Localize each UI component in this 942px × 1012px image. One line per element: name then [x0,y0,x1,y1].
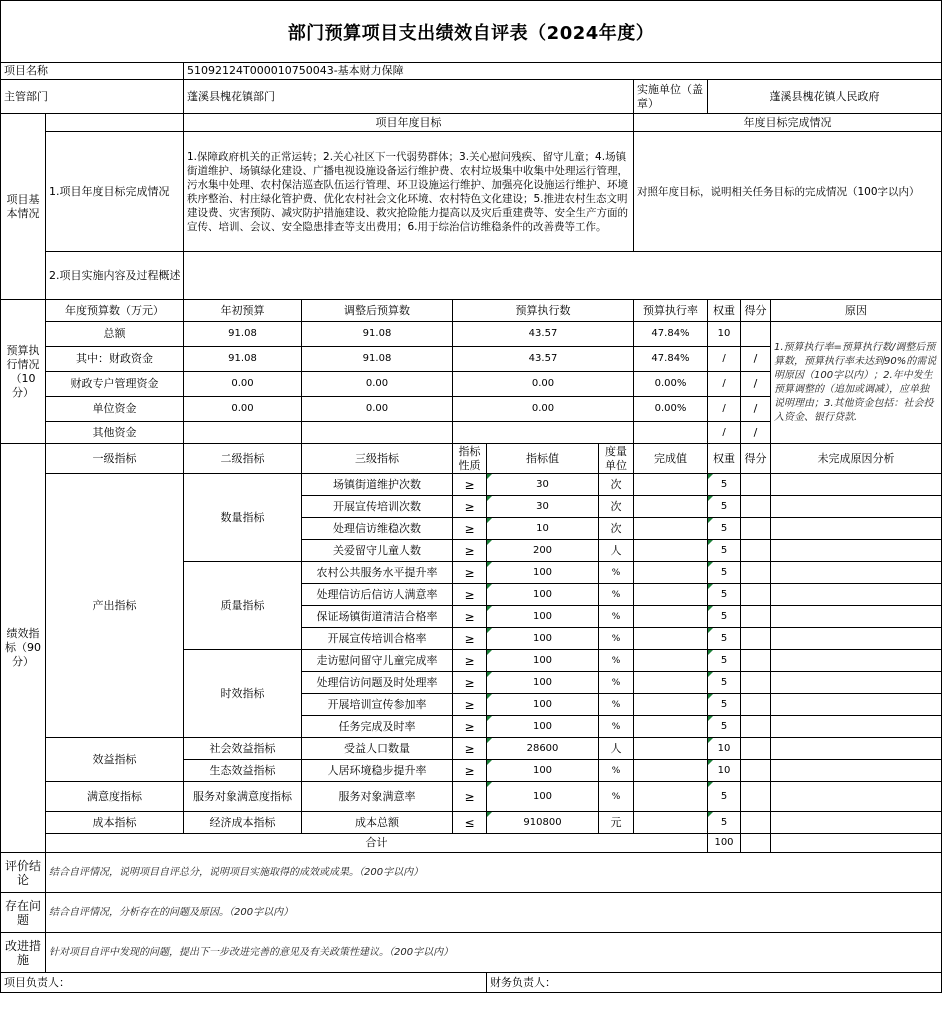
perf-header-level3: 三级指标 [302,444,453,474]
perf-header-nature: 指标性质 [453,444,487,474]
budget-row-weight: / [708,397,741,422]
indicator-value: 100 [487,650,599,672]
indicator-reason [771,540,942,562]
budget-row-score: / [741,397,771,422]
budget-row-score: / [741,372,771,397]
budget-row-adjusted: 0.00 [302,397,453,422]
indicator-operator: ≥ [453,518,487,540]
budget-row-name: 其他资金 [46,422,184,444]
budget-row-name: 其中：财政资金 [46,347,184,372]
indicator-weight: 5 [708,716,741,738]
level2-service-satisfaction: 服务对象满意度指标 [184,782,302,812]
indicator-score [741,672,771,694]
indicator-weight: 5 [708,606,741,628]
budget-section-label: 预算执行情况（10分） [0,300,46,444]
improve-label: 改进措施 [0,933,46,973]
indicator-unit: % [599,650,634,672]
indicator-unit: 元 [599,812,634,834]
budget-row-executed: 0.00 [453,372,634,397]
indicator-value: 200 [487,540,599,562]
indicator-completion [634,672,708,694]
indicator-score [741,812,771,834]
basic-section-label: 项目基本情况 [0,114,46,300]
indicator-unit: % [599,628,634,650]
level2-timeliness: 时效指标 [184,650,302,738]
budget-header-initial: 年初预算 [184,300,302,322]
budget-row-name: 总额 [46,322,184,347]
budget-row-weight: / [708,422,741,444]
budget-row-adjusted: 91.08 [302,322,453,347]
indicator-completion [634,694,708,716]
budget-row-initial: 0.00 [184,397,302,422]
indicator-unit: 人 [599,738,634,760]
budget-reason-note: 1.预算执行率=预算执行数/调整后预算数，预算执行率未达到90%的需说明原因（100字以内）；2.年中发生预算调整的（追加或调减），应单独说明理由；3.其他资金包括：社会投入资金、银行贷款. [771,322,942,444]
indicator-value: 28600 [487,738,599,760]
indicator-operator: ≥ [453,738,487,760]
row1-goal: 1.保障政府机关的正常运转；2.关心社区下一代弱势群体；3.关心慰问残疾、留守儿童；4.场镇街道维护、场镇绿化建设、广播电视设施设备运行维护费、农村垃圾集中收集中处理运行管理，污水集中处理、农村保洁巡查队伍运行管理、环卫设施运行维护、加强亮化设施运行维护、环境秩序整治、村庄绿化管护费、优化农村社会文化环境、农村特色文化建设；5.推进农村生态文明建设费、灾害预防、减灾防护措施建设、救灾抢险能力提高以及灾后重建费等、安全生产方面的宣传、培训、会议、安全隐患排查等支出费用；6.用于综治信访维稳条件的改善费等工作。 [184,132,634,252]
row1-label: 1.项目年度目标完成情况 [46,132,184,252]
indicator-completion [634,518,708,540]
indicator-name: 开展宣传培训次数 [302,496,453,518]
indicator-completion [634,782,708,812]
budget-row-initial [184,422,302,444]
indicator-name: 成本总额 [302,812,453,834]
level1-cost: 成本指标 [46,812,184,834]
budget-row-rate: 47.84% [634,322,708,347]
indicator-value: 100 [487,562,599,584]
indicator-unit: % [599,716,634,738]
indicator-score [741,518,771,540]
budget-row-executed: 43.57 [453,347,634,372]
budget-header-rate: 预算执行率 [634,300,708,322]
budget-header-name: 年度预算数（万元） [46,300,184,322]
budget-row-score [741,322,771,347]
row1-completion: 对照年度目标，说明相关任务目标的完成情况（100字以内） [634,132,942,252]
indicator-reason [771,650,942,672]
indicator-completion [634,760,708,782]
dept-label: 主管部门 [0,80,184,114]
indicator-weight: 5 [708,694,741,716]
indicator-reason [771,518,942,540]
indicator-value: 100 [487,694,599,716]
budget-row-adjusted: 91.08 [302,347,453,372]
indicator-operator: ≥ [453,606,487,628]
total-weight: 100 [708,834,741,853]
completion-header: 年度目标完成情况 [634,114,942,132]
row2-label: 2.项目实施内容及过程概述 [46,252,184,300]
indicator-completion [634,584,708,606]
budget-row-score: / [741,422,771,444]
level1-benefit: 效益指标 [46,738,184,782]
issues-text: 结合自评情况，分析存在的问题及原因。（200字以内） [46,893,942,933]
indicator-operator: ≥ [453,584,487,606]
indicator-completion [634,496,708,518]
indicator-reason [771,716,942,738]
budget-row-name: 财政专户管理资金 [46,372,184,397]
impl-unit-value: 蓬溪县槐花镇人民政府 [708,80,942,114]
indicator-score [741,782,771,812]
indicator-reason [771,782,942,812]
indicator-operator: ≥ [453,650,487,672]
indicator-operator: ≥ [453,496,487,518]
improve-text: 针对项目自评中发现的问题，提出下一步改进完善的意见及有关政策性建议。（200字以内） [46,933,942,973]
budget-row-initial: 0.00 [184,372,302,397]
indicator-value: 100 [487,628,599,650]
dept-value: 蓬溪县槐花镇部门 [184,80,634,114]
indicator-name: 开展宣传培训合格率 [302,628,453,650]
perf-header-completion: 完成值 [634,444,708,474]
indicator-weight: 5 [708,584,741,606]
indicator-completion [634,474,708,496]
indicator-unit: 次 [599,474,634,496]
budget-header-weight: 权重 [708,300,741,322]
budget-row-weight: / [708,372,741,397]
indicator-value: 100 [487,672,599,694]
indicator-reason [771,694,942,716]
budget-row-rate: 0.00% [634,372,708,397]
impl-unit-label: 实施单位（盖章） [634,80,708,114]
perf-header-value: 指标值 [487,444,599,474]
indicator-operator: ≥ [453,562,487,584]
indicator-name: 任务完成及时率 [302,716,453,738]
indicator-value: 100 [487,716,599,738]
indicator-weight: 5 [708,518,741,540]
indicator-reason [771,474,942,496]
indicator-name: 处理信访维稳次数 [302,518,453,540]
project-name-value: 51092124T000010750043-基本财力保障 [184,62,942,80]
budget-row-name: 单位资金 [46,397,184,422]
indicator-operator: ≥ [453,782,487,812]
indicator-name: 场镇街道维护次数 [302,474,453,496]
indicator-reason [771,628,942,650]
budget-row-executed [453,422,634,444]
budget-row-executed: 43.57 [453,322,634,347]
indicator-value: 910800 [487,812,599,834]
indicator-weight: 5 [708,540,741,562]
goal-header: 项目年度目标 [184,114,634,132]
indicator-unit: % [599,562,634,584]
indicator-completion [634,812,708,834]
indicator-name: 服务对象满意率 [302,782,453,812]
perf-header-level2: 二级指标 [184,444,302,474]
indicator-unit: % [599,606,634,628]
issues-label: 存在问题 [0,893,46,933]
total-reason [771,834,942,853]
budget-row-adjusted [302,422,453,444]
indicator-name: 处理信访后信访人满意率 [302,584,453,606]
indicator-operator: ≤ [453,812,487,834]
indicator-unit: % [599,782,634,812]
level1-satisfaction: 满意度指标 [46,782,184,812]
perf-header-weight: 权重 [708,444,741,474]
perf-header-unit: 度量单位 [599,444,634,474]
indicator-completion [634,606,708,628]
indicator-name: 受益人口数量 [302,738,453,760]
indicator-operator: ≥ [453,628,487,650]
indicator-value: 100 [487,584,599,606]
level2-economic-cost: 经济成本指标 [184,812,302,834]
finance-lead: 财务负责人： [487,973,942,993]
indicator-reason [771,812,942,834]
indicator-weight: 5 [708,782,741,812]
budget-header-reason: 原因 [771,300,942,322]
indicator-score [741,650,771,672]
indicator-weight: 10 [708,760,741,782]
indicator-name: 农村公共服务水平提升率 [302,562,453,584]
indicator-name: 人居环境稳步提升率 [302,760,453,782]
indicator-weight: 5 [708,672,741,694]
indicator-unit: % [599,694,634,716]
eval-text: 结合自评情况，说明项目自评总分，说明项目实施取得的成效或成果。（200字以内） [46,853,942,893]
indicator-name: 关爱留守儿童人数 [302,540,453,562]
page-title: 部门预算项目支出绩效自评表（2024年度） [0,0,942,62]
indicator-operator: ≥ [453,694,487,716]
indicator-unit: % [599,584,634,606]
indicator-score [741,562,771,584]
indicator-value: 10 [487,518,599,540]
indicator-score [741,474,771,496]
indicator-weight: 5 [708,812,741,834]
budget-row-rate: 47.84% [634,347,708,372]
indicator-score [741,628,771,650]
indicator-operator: ≥ [453,672,487,694]
indicator-operator: ≥ [453,540,487,562]
budget-row-rate [634,422,708,444]
indicator-score [741,584,771,606]
indicator-completion [634,628,708,650]
indicator-reason [771,584,942,606]
indicator-value: 100 [487,782,599,812]
indicator-weight: 10 [708,738,741,760]
indicator-reason [771,672,942,694]
indicator-value: 100 [487,606,599,628]
indicator-score [741,496,771,518]
indicator-weight: 5 [708,628,741,650]
indicator-score [741,738,771,760]
budget-row-weight: 10 [708,322,741,347]
budget-header-adjusted: 调整后预算数 [302,300,453,322]
indicator-value: 30 [487,496,599,518]
level2-quantity: 数量指标 [184,474,302,562]
eval-label: 评价结论 [0,853,46,893]
perf-header-level1: 一级指标 [46,444,184,474]
budget-row-initial: 91.08 [184,347,302,372]
budget-row-initial: 91.08 [184,322,302,347]
indicator-reason [771,760,942,782]
indicator-unit: 次 [599,518,634,540]
budget-header-score: 得分 [741,300,771,322]
indicator-completion [634,738,708,760]
level2-ecological: 生态效益指标 [184,760,302,782]
indicator-completion [634,562,708,584]
indicator-unit: % [599,760,634,782]
indicator-score [741,540,771,562]
indicator-completion [634,650,708,672]
indicator-score [741,694,771,716]
indicator-reason [771,562,942,584]
indicator-reason [771,606,942,628]
level2-social: 社会效益指标 [184,738,302,760]
total-score [741,834,771,853]
budget-header-executed: 预算执行数 [453,300,634,322]
perf-header-reason: 未完成原因分析 [771,444,942,474]
indicator-operator: ≥ [453,716,487,738]
row2-value [184,252,942,300]
level1-output: 产出指标 [46,474,184,738]
indicator-score [741,606,771,628]
indicator-score [741,760,771,782]
level2-quality: 质量指标 [184,562,302,650]
indicator-value: 30 [487,474,599,496]
total-label: 合计 [46,834,708,853]
budget-row-weight: / [708,347,741,372]
indicator-reason [771,496,942,518]
budget-row-rate: 0.00% [634,397,708,422]
indicator-unit: 次 [599,496,634,518]
indicator-completion [634,540,708,562]
indicator-operator: ≥ [453,760,487,782]
project-name-label: 项目名称 [0,62,184,80]
indicator-name: 处理信访问题及时处理率 [302,672,453,694]
indicator-value: 100 [487,760,599,782]
indicator-unit: % [599,672,634,694]
indicator-name: 保证场镇街道清洁合格率 [302,606,453,628]
indicator-weight: 5 [708,562,741,584]
budget-row-executed: 0.00 [453,397,634,422]
perf-section-label: 绩效指标（90分） [0,444,46,853]
basic-blank-header [46,114,184,132]
indicator-unit: 人 [599,540,634,562]
indicator-score [741,716,771,738]
budget-row-score: / [741,347,771,372]
indicator-weight: 5 [708,496,741,518]
indicator-name: 走访慰问留守儿童完成率 [302,650,453,672]
indicator-name: 开展培训宣传参加率 [302,694,453,716]
indicator-weight: 5 [708,650,741,672]
indicator-operator: ≥ [453,474,487,496]
budget-row-adjusted: 0.00 [302,372,453,397]
indicator-completion [634,716,708,738]
perf-header-score: 得分 [741,444,771,474]
indicator-reason [771,738,942,760]
project-lead: 项目负责人： [0,973,487,993]
indicator-weight: 5 [708,474,741,496]
